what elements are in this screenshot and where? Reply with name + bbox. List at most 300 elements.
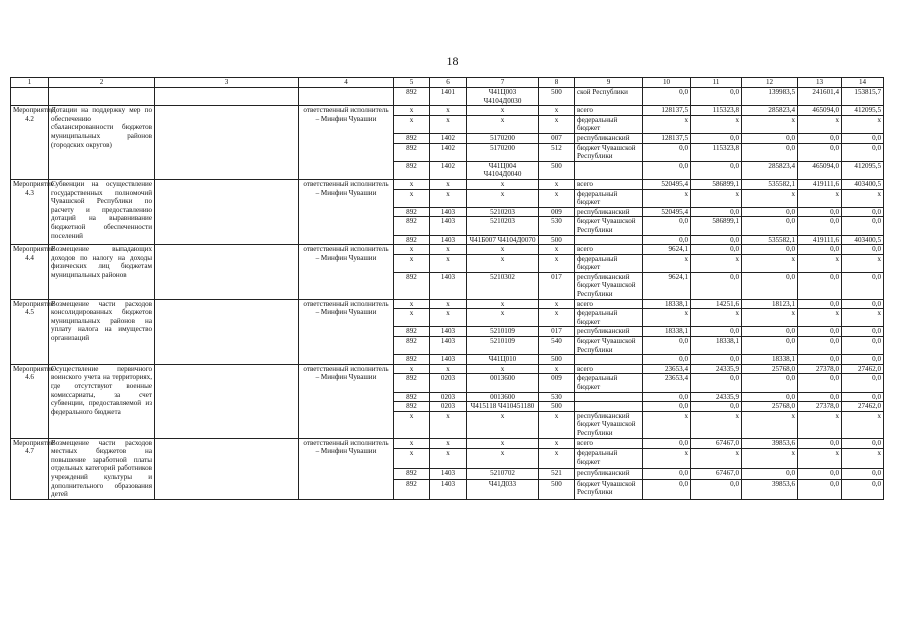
data-cell: 18338,1 bbox=[643, 299, 691, 309]
data-cell: x bbox=[691, 254, 742, 272]
data-cell: 0,0 bbox=[842, 355, 884, 365]
data-cell: x bbox=[539, 309, 575, 327]
empty-cell bbox=[49, 88, 155, 106]
data-cell: 0,0 bbox=[742, 143, 798, 161]
data-cell: всего bbox=[575, 438, 643, 449]
data-cell: x bbox=[643, 115, 691, 133]
measure-name: Возмещение части расходов консолидированных бюджетов муниципальных районов на уплату налога на имущество организаций bbox=[49, 299, 155, 364]
data-cell: 5210109 bbox=[467, 337, 539, 355]
data-cell: x bbox=[467, 411, 539, 438]
data-cell: 0,0 bbox=[742, 327, 798, 337]
header-cell: 3 bbox=[155, 78, 299, 88]
table-row bbox=[11, 438, 884, 449]
data-cell: 403400,5 bbox=[842, 179, 884, 189]
data-cell: x bbox=[430, 299, 467, 309]
data-cell: 0,0 bbox=[842, 327, 884, 337]
data-cell: 0,0 bbox=[842, 469, 884, 480]
data-cell: x bbox=[742, 449, 798, 469]
data-cell: федеральный бюджет bbox=[575, 309, 643, 327]
measure-label: Мероприятие 4.3 bbox=[11, 179, 49, 244]
executor: ответственный исполнитель – Минфин Чувашии bbox=[299, 438, 394, 499]
data-cell: 892 bbox=[394, 355, 430, 365]
data-cell: 0,0 bbox=[643, 438, 691, 449]
table-row bbox=[11, 245, 884, 255]
data-cell: 27378,0 bbox=[798, 402, 842, 412]
data-cell: 0,0 bbox=[798, 469, 842, 480]
data-cell: 0,0 bbox=[798, 479, 842, 499]
data-cell: 39853,6 bbox=[742, 479, 798, 499]
data-cell: 892 bbox=[394, 217, 430, 235]
data-cell: республиканский bbox=[575, 469, 643, 480]
header-cell: 10 bbox=[643, 78, 691, 88]
data-cell: x bbox=[643, 449, 691, 469]
data-cell: 23653,4 bbox=[643, 374, 691, 392]
measure-label: Мероприятие 4.4 bbox=[11, 245, 49, 300]
data-cell: 1403 bbox=[430, 355, 467, 365]
data-cell: 0,0 bbox=[842, 272, 884, 299]
data-cell: 1403 bbox=[430, 469, 467, 480]
data-cell: Ч415118 Ч410451180 bbox=[467, 402, 539, 412]
measure-label: Мероприятие 4.7 bbox=[11, 438, 49, 499]
empty-cell bbox=[299, 88, 394, 106]
header-cell: 12 bbox=[742, 78, 798, 88]
data-cell: 0,0 bbox=[643, 469, 691, 480]
measure-name: Дотации на поддержку мер по обеспечению сбалансированности бюджетов муниципальных районов (городских округов) bbox=[49, 106, 155, 180]
data-cell: x bbox=[430, 438, 467, 449]
data-cell: x bbox=[798, 449, 842, 469]
data-cell: x bbox=[539, 189, 575, 207]
data-cell: x bbox=[798, 309, 842, 327]
data-cell: 500 bbox=[539, 479, 575, 499]
data-cell: 5210203 bbox=[467, 207, 539, 217]
data-cell: 1403 bbox=[430, 479, 467, 499]
program-table bbox=[10, 77, 884, 500]
data-cell: x bbox=[742, 189, 798, 207]
data-cell: x bbox=[467, 364, 539, 374]
empty-cell bbox=[155, 106, 299, 180]
data-cell: x bbox=[467, 449, 539, 469]
data-cell: 5210109 bbox=[467, 327, 539, 337]
data-cell: Ч41Ц003 Ч4104Д0030 bbox=[467, 88, 539, 106]
data-cell: x bbox=[798, 189, 842, 207]
empty-cell bbox=[155, 299, 299, 364]
data-cell: 115323,8 bbox=[691, 143, 742, 161]
data-cell: 009 bbox=[539, 207, 575, 217]
data-cell: 0,0 bbox=[842, 133, 884, 143]
data-cell: бюджет Чувашской Республики bbox=[575, 217, 643, 235]
table-row bbox=[11, 179, 884, 189]
data-cell: республиканский бюджет Чувашской Республики bbox=[575, 272, 643, 299]
data-cell: x bbox=[467, 115, 539, 133]
data-cell: 1403 bbox=[430, 235, 467, 245]
data-cell bbox=[575, 161, 643, 179]
measure-label: Мероприятие 4.2 bbox=[11, 106, 49, 180]
data-cell: x bbox=[742, 115, 798, 133]
data-cell: республиканский бюджет Чувашской Республики bbox=[575, 411, 643, 438]
data-cell: 67467,0 bbox=[691, 469, 742, 480]
measure-label: Мероприятие 4.5 bbox=[11, 299, 49, 364]
data-cell: 0203 bbox=[430, 374, 467, 392]
data-cell: x bbox=[467, 189, 539, 207]
data-cell: 0,0 bbox=[643, 143, 691, 161]
data-cell: 0,0 bbox=[842, 374, 884, 392]
data-cell: 419111,6 bbox=[798, 235, 842, 245]
data-cell: всего bbox=[575, 245, 643, 255]
data-cell: 892 bbox=[394, 88, 430, 106]
data-cell: 535582,1 bbox=[742, 179, 798, 189]
data-cell: 465094,0 bbox=[798, 106, 842, 116]
empty-cell bbox=[155, 364, 299, 438]
header-cell: 7 bbox=[467, 78, 539, 88]
data-cell: бюджет Чувашской Республики bbox=[575, 337, 643, 355]
data-cell: x bbox=[430, 254, 467, 272]
data-cell: федеральный бюджет bbox=[575, 115, 643, 133]
empty-cell bbox=[11, 88, 49, 106]
executor: ответственный исполнитель – Минфин Чувашии bbox=[299, 245, 394, 300]
table-row bbox=[11, 88, 884, 106]
measure-label: Мероприятие 4.6 bbox=[11, 364, 49, 438]
data-cell: 67467,0 bbox=[691, 438, 742, 449]
data-cell: x bbox=[467, 245, 539, 255]
data-cell: 0,0 bbox=[643, 479, 691, 499]
data-cell: x bbox=[394, 364, 430, 374]
data-cell: 0,0 bbox=[798, 143, 842, 161]
data-cell: x bbox=[842, 411, 884, 438]
data-cell: 500 bbox=[539, 161, 575, 179]
data-cell: 0,0 bbox=[798, 327, 842, 337]
data-cell: 18338,1 bbox=[643, 327, 691, 337]
data-cell: 0,0 bbox=[643, 217, 691, 235]
data-cell: x bbox=[467, 254, 539, 272]
data-cell: x bbox=[691, 449, 742, 469]
data-cell: всего bbox=[575, 364, 643, 374]
data-cell: x bbox=[539, 106, 575, 116]
data-cell: x bbox=[539, 115, 575, 133]
data-cell: 520495,4 bbox=[643, 207, 691, 217]
data-cell bbox=[575, 402, 643, 412]
data-cell: x bbox=[691, 309, 742, 327]
data-cell: 0,0 bbox=[742, 272, 798, 299]
data-cell: 520495,4 bbox=[643, 179, 691, 189]
data-cell: 009 bbox=[539, 374, 575, 392]
data-cell: x bbox=[643, 309, 691, 327]
data-cell: федеральный бюджет bbox=[575, 189, 643, 207]
data-cell: x bbox=[798, 411, 842, 438]
data-cell: 5210203 bbox=[467, 217, 539, 235]
data-cell: x bbox=[394, 189, 430, 207]
data-cell: 0,0 bbox=[742, 133, 798, 143]
data-cell: 530 bbox=[539, 217, 575, 235]
data-cell: x bbox=[394, 115, 430, 133]
data-cell: x bbox=[430, 179, 467, 189]
header-cell: 4 bbox=[299, 78, 394, 88]
data-cell: федеральный бюджет bbox=[575, 374, 643, 392]
data-cell: 892 bbox=[394, 272, 430, 299]
data-cell: 0,0 bbox=[798, 374, 842, 392]
data-cell: 0,0 bbox=[691, 272, 742, 299]
data-cell: 0,0 bbox=[742, 392, 798, 402]
data-cell: 0,0 bbox=[798, 438, 842, 449]
data-cell: 892 bbox=[394, 235, 430, 245]
data-cell: 14251,6 bbox=[691, 299, 742, 309]
data-cell: 0,0 bbox=[691, 479, 742, 499]
page-number: 18 bbox=[446, 54, 459, 68]
data-cell: 892 bbox=[394, 374, 430, 392]
data-cell: 0,0 bbox=[691, 133, 742, 143]
data-cell: 0,0 bbox=[842, 299, 884, 309]
empty-cell bbox=[155, 88, 299, 106]
data-cell: x bbox=[742, 254, 798, 272]
data-cell: x bbox=[842, 309, 884, 327]
measure-name: Осуществление первичного воинского учета на территориях, где отсутствуют военные комиссариаты, за счет субвенции, предоставляемой из федерального бюджета bbox=[49, 364, 155, 438]
data-cell: 0,0 bbox=[691, 88, 742, 106]
data-cell: 0,0 bbox=[643, 337, 691, 355]
empty-cell bbox=[155, 438, 299, 499]
executor: ответственный исполнитель – Минфин Чувашии bbox=[299, 364, 394, 438]
data-cell: 1403 bbox=[430, 207, 467, 217]
data-cell: 5170200 bbox=[467, 143, 539, 161]
table-row bbox=[11, 299, 884, 309]
data-cell: x bbox=[430, 449, 467, 469]
data-cell: 412095,5 bbox=[842, 106, 884, 116]
data-cell: 0,0 bbox=[798, 133, 842, 143]
data-cell: 1402 bbox=[430, 143, 467, 161]
data-cell: 0,0 bbox=[691, 207, 742, 217]
data-cell: x bbox=[394, 179, 430, 189]
data-cell: 403400,5 bbox=[842, 235, 884, 245]
data-cell: 1403 bbox=[430, 337, 467, 355]
data-cell: 0,0 bbox=[842, 392, 884, 402]
data-cell: 18338,1 bbox=[742, 355, 798, 365]
data-cell: x bbox=[430, 411, 467, 438]
executor: ответственный исполнитель – Минфин Чувашии bbox=[299, 179, 394, 244]
table-row bbox=[11, 364, 884, 374]
data-cell: 892 bbox=[394, 207, 430, 217]
data-cell: x bbox=[842, 449, 884, 469]
data-cell: x bbox=[539, 254, 575, 272]
data-cell: 0013600 bbox=[467, 374, 539, 392]
header-cell: 1 bbox=[11, 78, 49, 88]
data-cell: 465094,0 bbox=[798, 161, 842, 179]
data-cell: бюджет Чувашской Республики bbox=[575, 479, 643, 499]
data-cell: 017 bbox=[539, 272, 575, 299]
measure-name: Возмещение части расходов местных бюджетов на повышение заработной платы отдельных категорий работников учреждений культуры и дополнительного образования детей bbox=[49, 438, 155, 499]
data-cell: 0203 bbox=[430, 402, 467, 412]
data-cell: 540 bbox=[539, 337, 575, 355]
data-cell: x bbox=[467, 299, 539, 309]
data-cell: x bbox=[842, 189, 884, 207]
data-cell: 0,0 bbox=[842, 217, 884, 235]
data-cell: 24335,9 bbox=[691, 392, 742, 402]
data-cell: 0,0 bbox=[643, 355, 691, 365]
data-cell: 0,0 bbox=[798, 245, 842, 255]
data-cell: 0,0 bbox=[691, 245, 742, 255]
data-cell: 241601,4 bbox=[798, 88, 842, 106]
header-cell: 14 bbox=[842, 78, 884, 88]
data-cell: x bbox=[430, 106, 467, 116]
data-cell: 0,0 bbox=[842, 438, 884, 449]
data-cell: 500 bbox=[539, 402, 575, 412]
data-cell: 586899,1 bbox=[691, 217, 742, 235]
data-cell: 892 bbox=[394, 479, 430, 499]
data-cell: x bbox=[643, 254, 691, 272]
data-cell: 0,0 bbox=[842, 207, 884, 217]
data-cell: федеральный бюджет bbox=[575, 449, 643, 469]
data-cell: x bbox=[539, 299, 575, 309]
data-cell: 1401 bbox=[430, 88, 467, 106]
header-cell: 13 bbox=[798, 78, 842, 88]
data-cell: 0,0 bbox=[842, 479, 884, 499]
data-cell: Ч41Ц010 bbox=[467, 355, 539, 365]
data-cell: x bbox=[394, 449, 430, 469]
data-cell: 0,0 bbox=[798, 355, 842, 365]
data-cell: x bbox=[430, 364, 467, 374]
data-cell: всего bbox=[575, 106, 643, 116]
data-cell: 500 bbox=[539, 235, 575, 245]
data-cell: x bbox=[430, 189, 467, 207]
data-cell: 521 bbox=[539, 469, 575, 480]
data-cell: 27378,0 bbox=[798, 364, 842, 374]
data-cell: 0,0 bbox=[643, 161, 691, 179]
data-cell: бюджет Чувашской Республики bbox=[575, 143, 643, 161]
header-cell: 11 bbox=[691, 78, 742, 88]
data-cell: x bbox=[539, 438, 575, 449]
data-cell: 535582,1 bbox=[742, 235, 798, 245]
data-cell: x bbox=[394, 309, 430, 327]
data-cell: x bbox=[742, 411, 798, 438]
data-cell: 0,0 bbox=[842, 245, 884, 255]
data-cell: 285823,4 bbox=[742, 106, 798, 116]
data-cell: 892 bbox=[394, 161, 430, 179]
data-cell: 128137,5 bbox=[643, 106, 691, 116]
data-cell: x bbox=[394, 411, 430, 438]
data-cell: x bbox=[394, 254, 430, 272]
data-cell: 128137,5 bbox=[643, 133, 691, 143]
data-cell: всего bbox=[575, 179, 643, 189]
data-cell: 0,0 bbox=[742, 217, 798, 235]
data-cell: 530 bbox=[539, 392, 575, 402]
data-cell: 285823,4 bbox=[742, 161, 798, 179]
data-cell: x bbox=[394, 106, 430, 116]
data-cell: 24335,9 bbox=[691, 364, 742, 374]
data-cell: 892 bbox=[394, 402, 430, 412]
data-cell: x bbox=[691, 115, 742, 133]
data-cell: 892 bbox=[394, 327, 430, 337]
data-cell: 5210702 bbox=[467, 469, 539, 480]
data-cell: 0,0 bbox=[691, 402, 742, 412]
data-cell bbox=[575, 235, 643, 245]
data-cell: всего bbox=[575, 299, 643, 309]
data-cell: 586899,1 bbox=[691, 179, 742, 189]
header-cell: 8 bbox=[539, 78, 575, 88]
data-cell: 0203 bbox=[430, 392, 467, 402]
data-cell: 892 bbox=[394, 133, 430, 143]
executor: ответственный исполнитель – Минфин Чувашии bbox=[299, 299, 394, 364]
data-cell: 0,0 bbox=[798, 217, 842, 235]
data-cell: 007 bbox=[539, 133, 575, 143]
data-cell: 1403 bbox=[430, 217, 467, 235]
data-cell: x bbox=[467, 106, 539, 116]
data-cell: x bbox=[539, 179, 575, 189]
header-row bbox=[11, 78, 884, 88]
data-cell: x bbox=[742, 309, 798, 327]
data-cell: 412095,5 bbox=[842, 161, 884, 179]
data-cell: x bbox=[539, 364, 575, 374]
data-cell: 512 bbox=[539, 143, 575, 161]
table-row bbox=[11, 106, 884, 116]
data-cell: 0,0 bbox=[691, 374, 742, 392]
data-cell: 892 bbox=[394, 143, 430, 161]
header-cell: 5 bbox=[394, 78, 430, 88]
data-cell: 115323,8 bbox=[691, 106, 742, 116]
data-cell: 017 bbox=[539, 327, 575, 337]
data-cell: x bbox=[842, 254, 884, 272]
data-cell: 0,0 bbox=[643, 392, 691, 402]
data-cell: x bbox=[842, 115, 884, 133]
data-cell: федеральный бюджет bbox=[575, 254, 643, 272]
data-cell: x bbox=[394, 245, 430, 255]
data-cell: республиканский bbox=[575, 133, 643, 143]
data-cell: x bbox=[467, 438, 539, 449]
empty-cell bbox=[155, 179, 299, 244]
data-cell: x bbox=[467, 179, 539, 189]
data-cell: x bbox=[430, 245, 467, 255]
data-cell: 39853,6 bbox=[742, 438, 798, 449]
data-cell: x bbox=[798, 254, 842, 272]
data-cell: 0,0 bbox=[742, 469, 798, 480]
data-cell: 0,0 bbox=[691, 161, 742, 179]
data-cell: 0,0 bbox=[742, 207, 798, 217]
data-cell: 1402 bbox=[430, 133, 467, 143]
data-cell: 0,0 bbox=[798, 207, 842, 217]
data-cell: x bbox=[467, 309, 539, 327]
data-cell: 9624,1 bbox=[643, 245, 691, 255]
data-cell: Ч41Ц004 Ч4104Д0040 bbox=[467, 161, 539, 179]
data-cell: 0,0 bbox=[742, 337, 798, 355]
data-cell: 0,0 bbox=[691, 327, 742, 337]
data-cell: 18123,1 bbox=[742, 299, 798, 309]
data-cell: x bbox=[643, 189, 691, 207]
data-cell: 1402 bbox=[430, 161, 467, 179]
data-cell: x bbox=[691, 189, 742, 207]
data-cell: 0,0 bbox=[643, 235, 691, 245]
measure-name: Возмещение выпадающих доходов по налогу на доходы физических лиц бюджетам муниципальных районов bbox=[49, 245, 155, 300]
data-cell: 5210302 bbox=[467, 272, 539, 299]
data-cell: 500 bbox=[539, 88, 575, 106]
data-cell: x bbox=[394, 438, 430, 449]
data-cell: x bbox=[691, 411, 742, 438]
data-cell: 23653,4 bbox=[643, 364, 691, 374]
header-cell: 6 bbox=[430, 78, 467, 88]
data-cell: республиканский bbox=[575, 207, 643, 217]
data-cell: 0,0 bbox=[798, 392, 842, 402]
data-cell: x bbox=[643, 411, 691, 438]
data-cell: 0,0 bbox=[742, 245, 798, 255]
data-cell: 892 bbox=[394, 469, 430, 480]
data-cell: 0,0 bbox=[742, 374, 798, 392]
header-cell: 9 bbox=[575, 78, 643, 88]
data-cell: 0,0 bbox=[691, 355, 742, 365]
measure-name: Субвенции на осуществление государственных полномочий Чувашской Республики по расчету и предоставлению дотаций на выравнивание бюджетной обеспеченности поселений bbox=[49, 179, 155, 244]
data-cell: x bbox=[798, 115, 842, 133]
data-cell: республиканский bbox=[575, 327, 643, 337]
data-cell: 0,0 bbox=[798, 272, 842, 299]
data-cell: ской Республики bbox=[575, 88, 643, 106]
data-cell bbox=[575, 355, 643, 365]
data-cell: x bbox=[539, 449, 575, 469]
data-cell: 0,0 bbox=[643, 88, 691, 106]
data-cell: 0,0 bbox=[842, 337, 884, 355]
